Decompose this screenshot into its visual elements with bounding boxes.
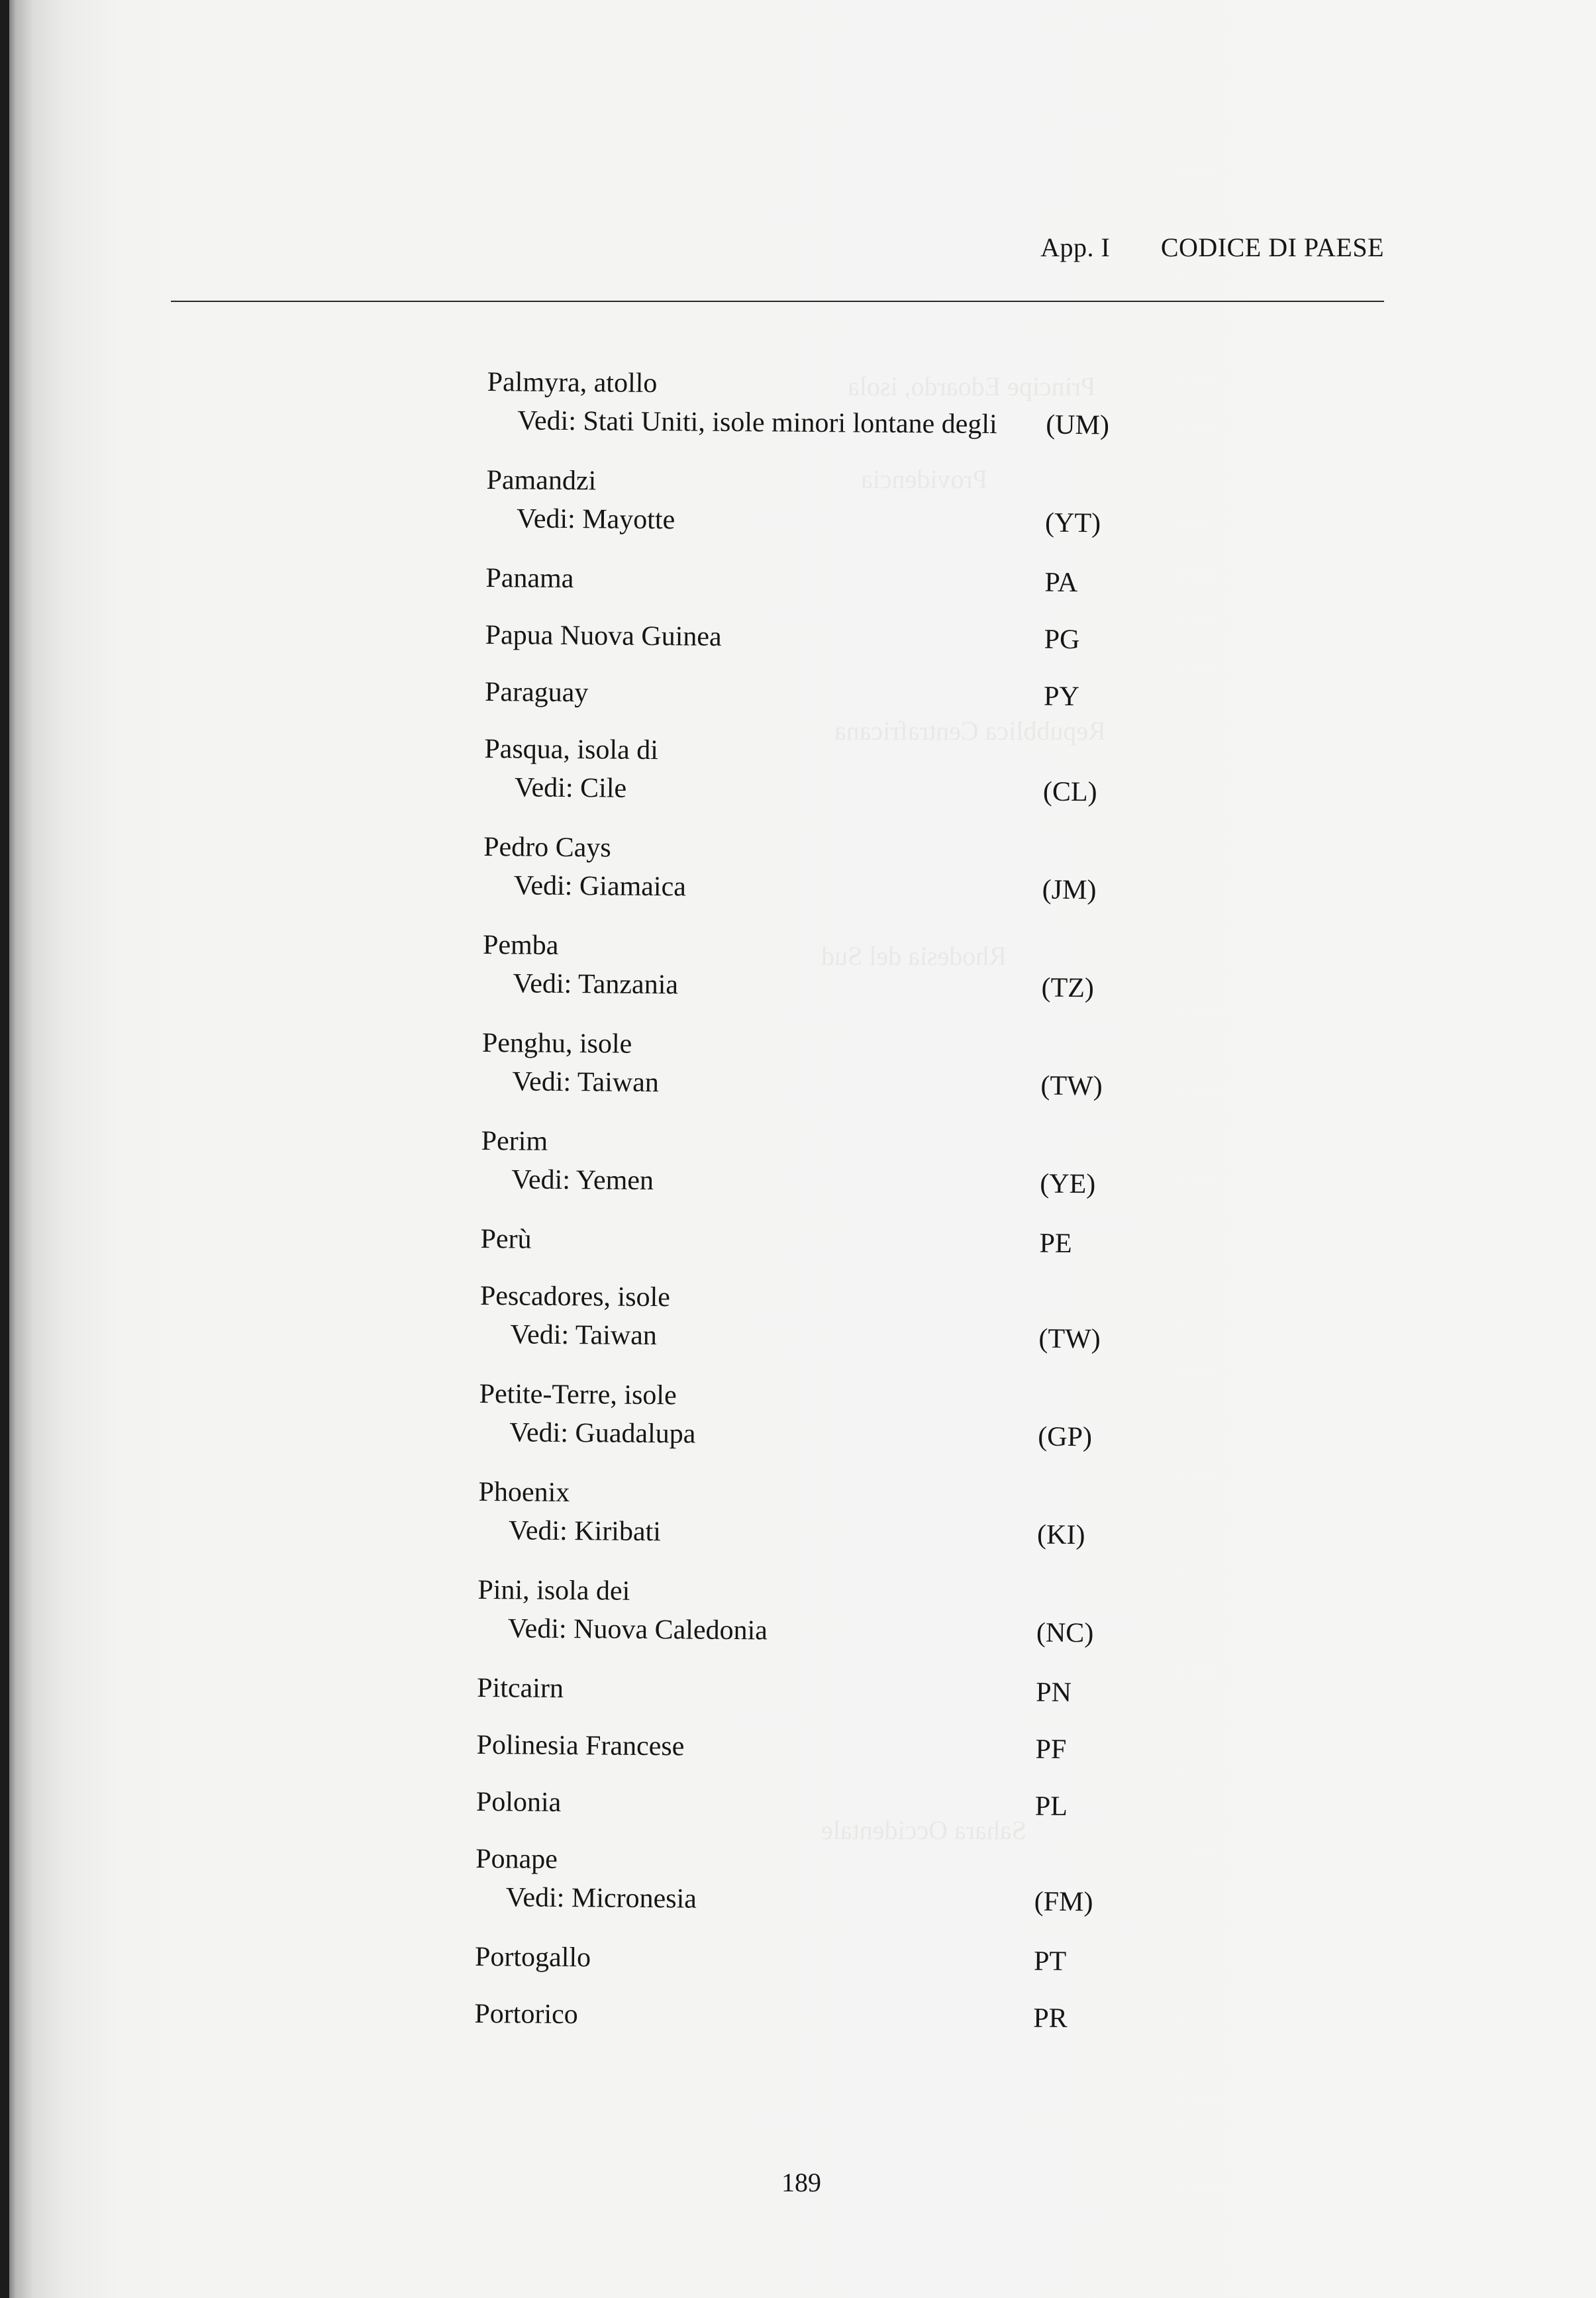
country-entry [479,828,1162,931]
country-name: Panama [485,563,574,595]
country-entry [475,1277,1158,1380]
country-code: PR [1033,2003,1068,2034]
country-entry [481,673,1164,735]
bleed-through-text: Repubblica Centrafricana [834,716,1106,746]
country-name: Portorico [474,1998,578,2030]
country-name: Perim [481,1126,548,1157]
country-entry [481,559,1164,621]
bleed-through-text: Rhodesia del Sud [821,941,1007,971]
country-code: (YT) [1044,507,1101,539]
bleed-through-text: Principe Edoardo, isola [848,372,1096,401]
gutter-shadow [0,0,9,2298]
running-header [1040,232,1384,263]
country-entry [477,1122,1160,1225]
country-code: PE [1039,1228,1072,1260]
country-name: Ponape [475,1843,558,1875]
country-code: (TW) [1040,1070,1103,1102]
country-name: Papua Nuova Guinea [485,620,722,652]
country-entry [471,1938,1154,2000]
country-entry [474,1571,1156,1674]
country-code: (GP) [1038,1421,1093,1453]
bleed-through-text: Providencia [861,464,988,494]
country-entry [470,1995,1153,2057]
country-entry [472,1726,1155,1788]
country-name: Perù [480,1224,532,1255]
header-rule [171,301,1384,302]
appendix-label: App. I [1040,232,1111,262]
country-entry [475,1375,1158,1478]
country-code: (FM) [1034,1886,1093,1918]
country-code: PF [1035,1734,1067,1765]
country-code: PG [1044,624,1080,656]
bleed-through-text: Sahara Occidentale [821,1815,1026,1845]
see-reference: Vedi: Tanzania [513,968,679,1001]
section-title: CODICE DI PAESE [1160,232,1384,262]
country-entry [476,1220,1159,1282]
country-code: PL [1034,1791,1068,1822]
country-name: Pescadores, isole [479,1281,671,1313]
country-name: Pasqua, isola di [484,734,659,766]
country-code: (TW) [1038,1323,1101,1355]
country-name: Pitcairn [477,1672,564,1705]
country-code: (CL) [1042,776,1097,808]
country-code: PN [1036,1677,1072,1709]
country-name: Pemba [482,930,559,961]
country-code: (UM) [1046,409,1110,441]
country-entry [478,926,1161,1029]
country-name: Pedro Cays [483,832,611,864]
see-reference: Vedi: Nuova Caledonia [507,1613,768,1646]
country-name: Polinesia Francese [476,1729,685,1762]
see-reference: Vedi: Stati Uniti, isole minori lontane degli [517,405,997,440]
country-code-list [470,363,1166,2057]
country-entry [479,730,1162,833]
country-name: Pini, isola dei [477,1574,630,1607]
country-entry [474,1473,1157,1576]
see-reference: Vedi: Giamaica [513,870,687,903]
country-name: Paraguay [484,677,589,709]
country-entry [482,461,1165,564]
country-code: PY [1043,681,1079,713]
see-reference: Vedi: Taiwan [510,1319,658,1352]
country-entry [471,1840,1154,1943]
country-code: (KI) [1036,1519,1085,1551]
country-name: Petite-Terre, isole [479,1378,677,1411]
country-code: PT [1033,1946,1067,1977]
see-reference: Vedi: Mayotte [516,503,675,536]
page-number: 189 [781,2168,821,2197]
see-reference: Vedi: Taiwan [512,1066,660,1099]
country-name: Penghu, isole [481,1028,632,1060]
country-entry [481,616,1164,678]
country-entry [472,1783,1154,1845]
country-code: (JM) [1042,874,1097,906]
see-reference: Vedi: Guadalupa [509,1417,696,1450]
country-entry [477,1024,1160,1127]
see-reference: Vedi: Micronesia [505,1882,697,1915]
see-reference: Vedi: Kiribati [508,1515,662,1548]
see-reference: Vedi: Cile [514,772,627,804]
country-name: Phoenix [478,1476,570,1509]
country-code: (TZ) [1041,972,1095,1004]
country-entry [473,1669,1156,1731]
country-code: PA [1044,567,1078,599]
country-code: (YE) [1040,1168,1096,1200]
country-name: Portogallo [474,1941,591,1973]
country-entry [483,363,1166,466]
country-code: (NC) [1036,1617,1094,1649]
see-reference: Vedi: Yemen [511,1164,654,1197]
country-name: Pamandzi [486,465,597,497]
country-name: Polonia [475,1786,562,1818]
country-name: Palmyra, atollo [487,367,658,399]
